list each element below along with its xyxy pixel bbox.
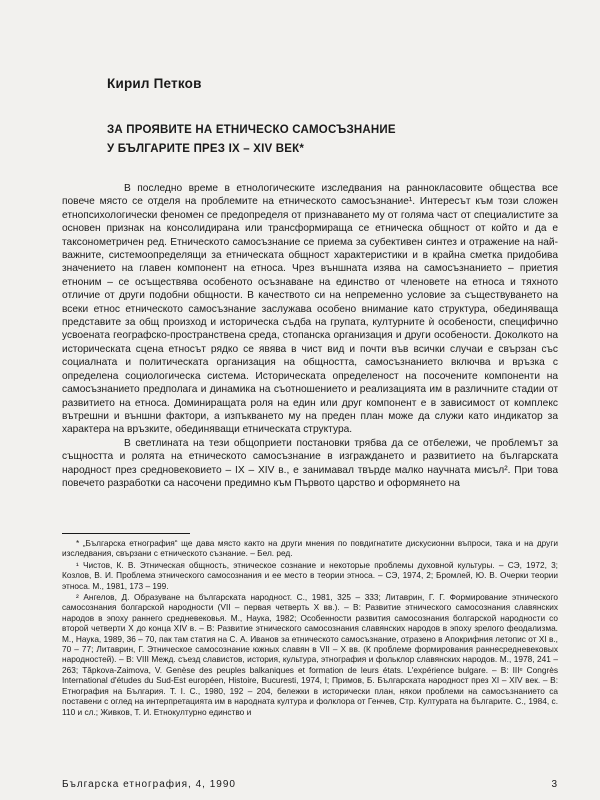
body-paragraph: В последно време в етнологическите изследвания на раннокласовите общества все повече място се отделя на проблемите на етническото самосъзнание¹. Интересът към този сложен етнопсихологически феномен се предопределя от признаването му от голяма част от специалистите за основен признак на консолидирана или трансформираща се етническа общност от който и да е таксонометричен ред. Етническото самосъзнание се приема за субективен синтез и отражение на най-важните, системоопределящи за етническата общност характеристики и в крайна сметка придобива значението на главен компонент на етноса. Чрез външната изява на самосъзнанието – приетия етноним – се осъществява особеното осъзнаване на единство от членовете на етноса и тяхното отличие от други подобни общности. В качеството си на непременно условие за съществуването на всеки етнос етническото самосъзнание заслужава особено внимание като структура, обединяваща представите за общ произход и историческа съдба на групата, културните ѝ особености, специфично усвоената географско-пространствена среда, стопанска организация и други особености. Доколкото на историческата сцена етносът рядко се явява в чист вид и почти във всички случаи е свързан със социалната и политическата организация на общността, самосъзнанието включва и връзка с определена социологическа система. Историческата определеност на посочените компоненти на самосъзнанието предполага и динамика на съотношението и реализацията им в различните стадии от развитието на етноса. Доминиращата роля на един или друг компонент е в зависимост от комплекс вътрешни и външни фактори, а изпъкването му на преден план може да служи като индикатор за характера на връзките, обединяващи етническата структура. xyxy=(62,183,558,436)
footnotes xyxy=(62,538,558,718)
body-paragraph: В светлината на тези общоприети постановки трябва да се отбележи, че проблемът за същността и ролята на етническото самосъзнание в изграждането и развитието на българската народност през средновековието – IX – XIV в., е занимавал твърде малко научната мисъл². При това повечето разработки са насочени предимно към Първото царство и оформянето на xyxy=(62,437,558,489)
footnote-2: ² Ангелов, Д. Образуване на българската народност. С., 1981, 325 – 333; Литаврин, Г. Г. Формирование этнического самосознания болгарской народности (VII – первая четверть X вв.). – В: Развитие этнического самосознания славянских народов в эпоху раннего средневековья. М., Наука, 1982; Особенности развития самосознания болгарской народности со второй четверти X до конца XIV в. – В: Развитие этнического самосознания славянских народов в эпоху зрелого феодализма. М., Наука, 1989, 36 – 70, пак там статия на С. А. Иванов за етническото самосъзнание, отразено в Апокрифния летопис от XI в., 70 – 77; Литаврин, Г. Этническое самосознание южных славян в VII – X вв. (К проблеме формирования раннесредневековых народностей). – В: VIII Межд. съезд славистов, история, культура, этнография и фольклор славянских народов. М., 1978, 241 – 263; Tăpkova-Zaimova, V. Genèse des peuples balkaniques et formation de leurs états. L'expérience bulgare. – В: IIIᵉ Congrès International d'études du Sud-Est européen, Histoire, Bucuresti, 1974, I; Примов, Б. Българската народност през XI – XIV век. – В: Етнография на България. Т. I. С., 1980, 192 – 204, бележки в исторически план, някои проблеми на самосъзнанието са поставени с оглед на интерпретацията им в народната култура и фолклора от Генчев, Стр. Културата на българите. С., 1984, с. 110 и сл.; Живков, Т. И. Етнокултурно единство и xyxy=(62,592,558,717)
author-name: Кирил Петков xyxy=(107,76,202,91)
article-title-line-2: У БЪЛГАРИТЕ ПРЕЗ IX – XIV ВЕК* xyxy=(107,143,305,155)
page-number: 3 xyxy=(551,779,558,790)
journal-citation: Българска етнография, 4, 1990 xyxy=(62,779,236,790)
article-title xyxy=(107,121,547,159)
footnote-1: ¹ Чистов, К. В. Этническая общность, этническое сознание и некоторые проблемы духовной культуры. – СЭ, 1972, 3; Козлов, В. И. Проблема этнического самосознания и ее место в теории этноса. – СЭ, 1974, 2; Бромлей, Ю. В. Очерки теории этноса. М., 1981, 173 – 199. xyxy=(62,559,558,591)
article-title-line-1: ЗА ПРОЯВИТЕ НА ЕТНИЧЕСКО САМОСЪЗНАНИЕ xyxy=(107,124,396,136)
footnote-editorial: * „Българска етнография“ ще дава място както на други мнения по повдигнатите дискусионни въпроси, така и на други изследвания, свързани с етническото съзнание. – Бел. ред. xyxy=(62,538,558,559)
footnote-divider xyxy=(62,533,190,534)
article-body xyxy=(62,182,558,490)
